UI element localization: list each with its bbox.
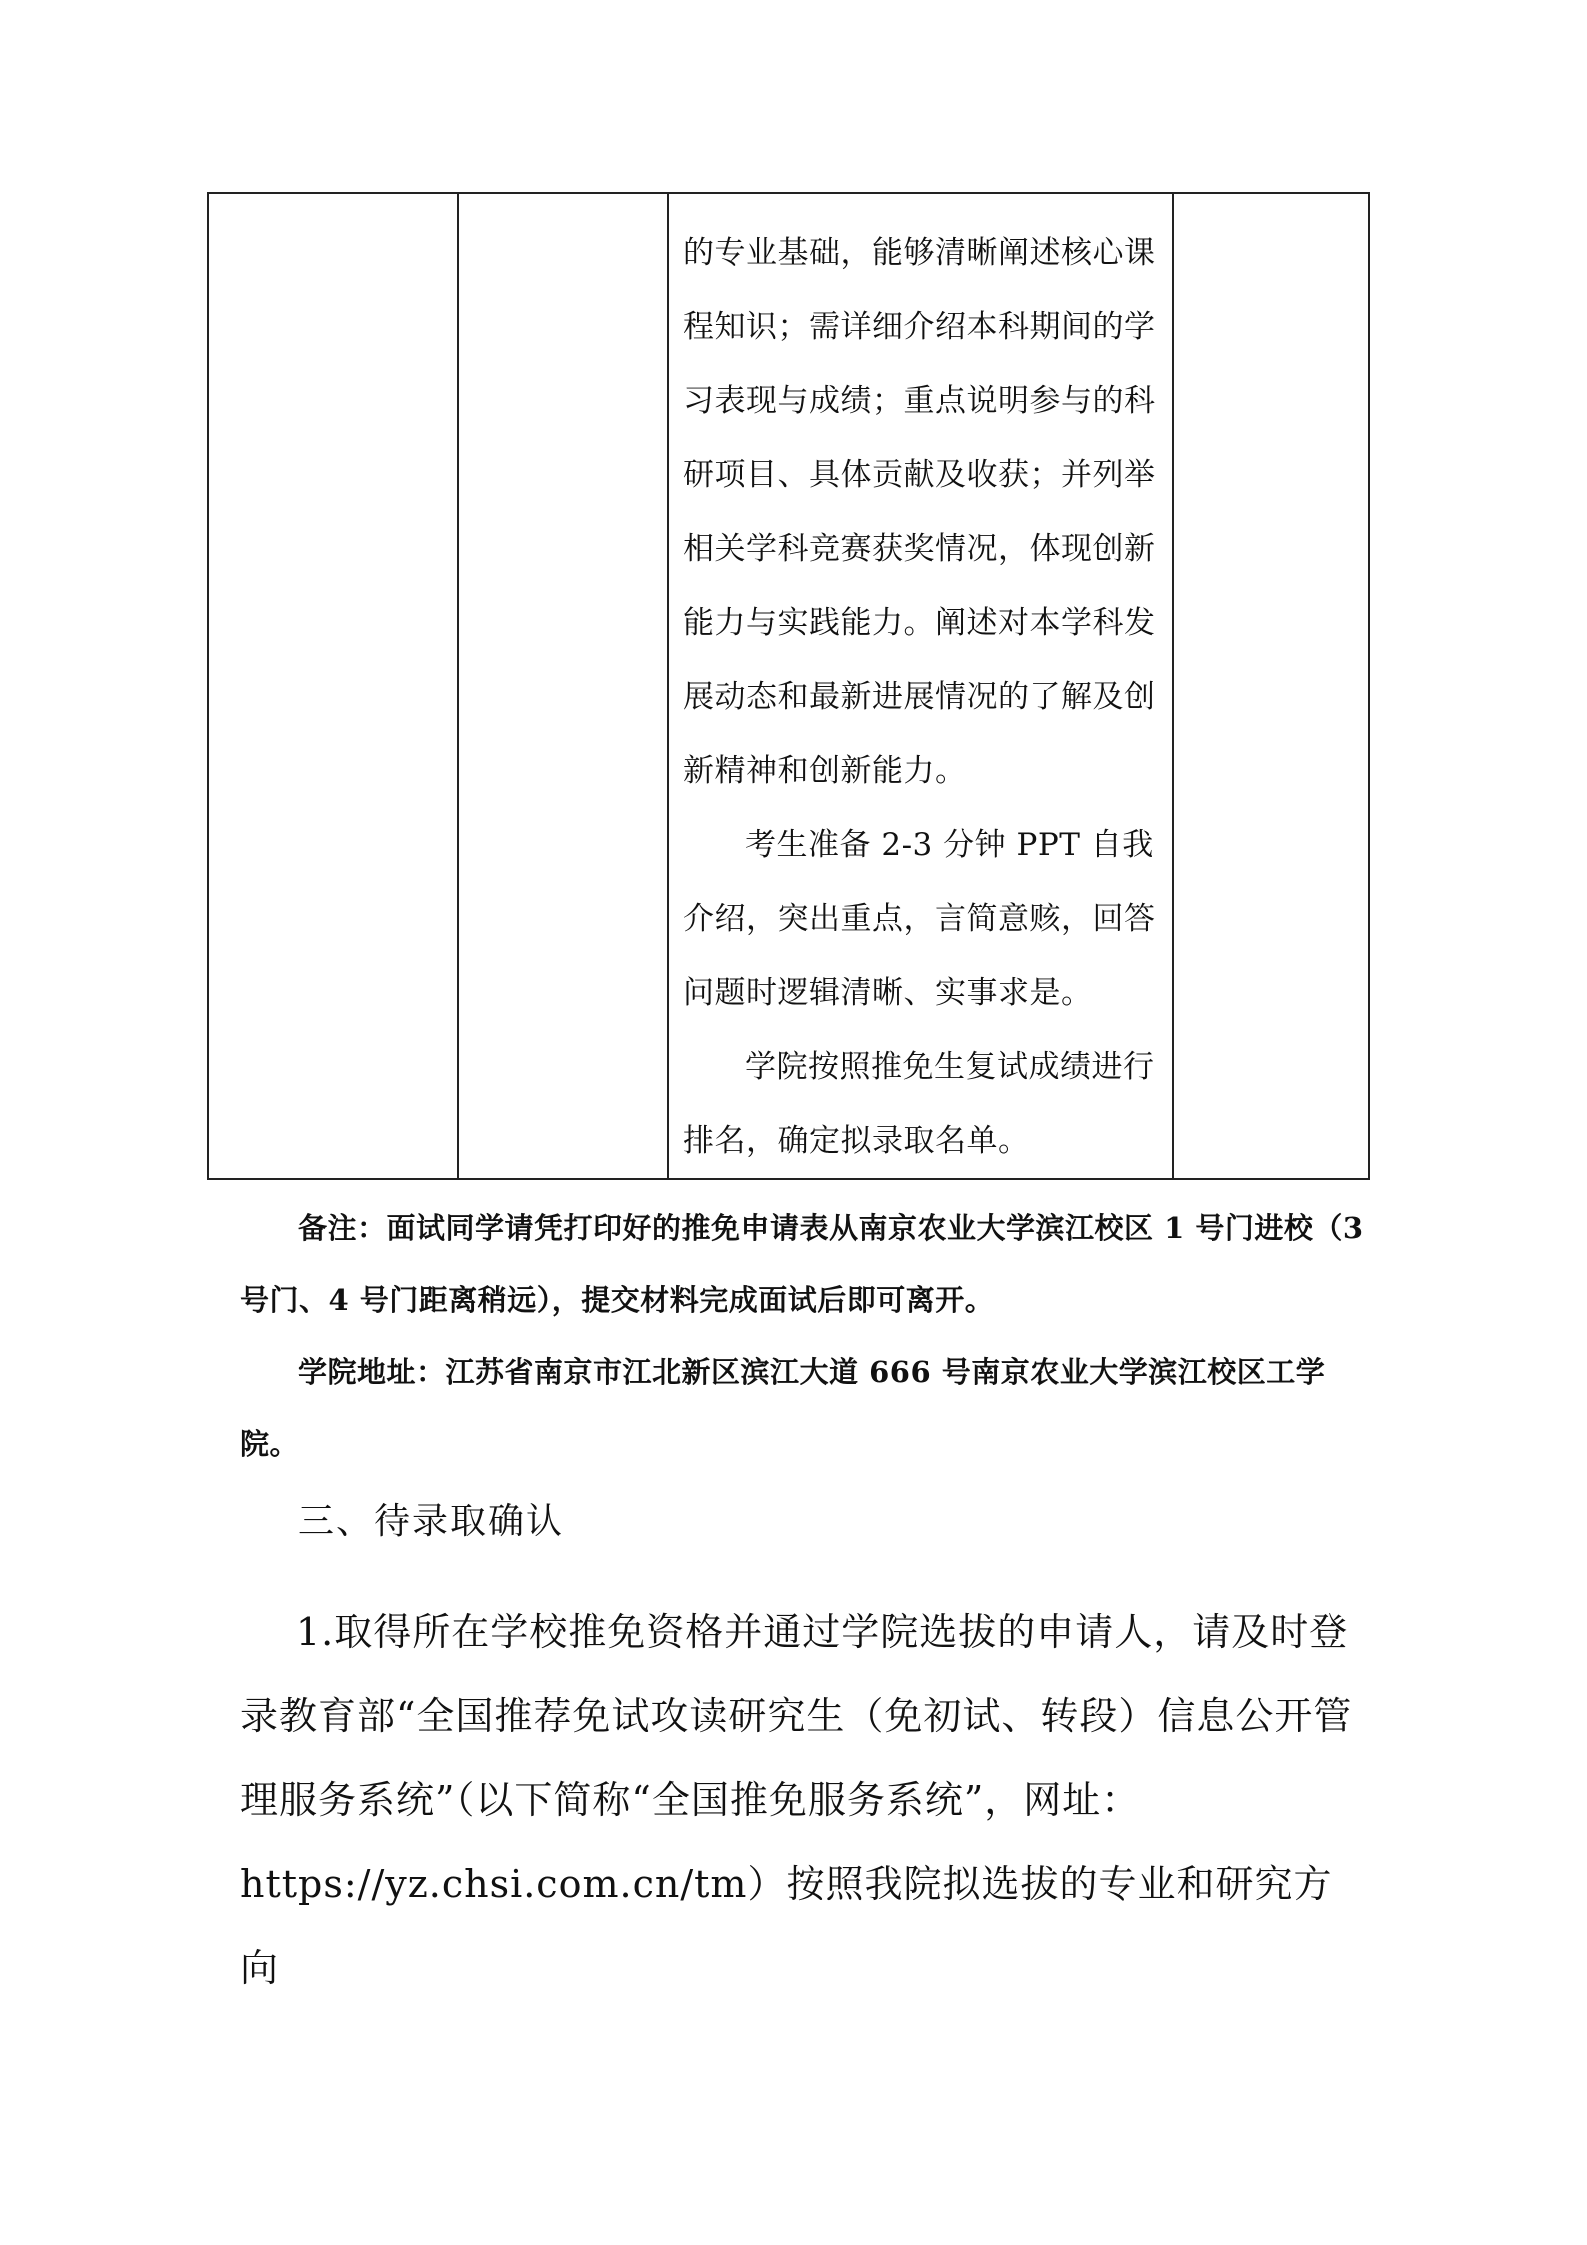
requirements-text: [669, 194, 1172, 1178]
section-heading: 三、待录取确认: [298, 1501, 565, 1542]
notes-block: [240, 1192, 1364, 1480]
table-cell-empty-4: [1173, 193, 1369, 1179]
ppt-paragraph: 考生准备 2-3 分钟 PPT 自我介绍，突出重点，言简意赅，回答问题时逻辑清晰、实事求是。: [683, 827, 1156, 1011]
table-cell-empty-1: [208, 193, 458, 1179]
remark-note: 备注：面试同学请凭打印好的推免申请表从南京农业大学滨江校区 1 号门进校（3 号门、4 号门距离稍远），提交材料完成面试后即可离开。: [240, 1211, 1364, 1317]
ranking-paragraph: 学院按照推免生复试成绩进行排名，确定拟录取名单。: [683, 1049, 1155, 1159]
table-cell-requirements: [668, 193, 1173, 1179]
continuation-table: [207, 192, 1370, 1180]
section-paragraph: 1.取得所在学校推免资格并通过学院选拔的申请人，请及时登录教育部“全国推荐免试攻读研究生（免初试、转段）信息公开管理服务系统”（以下简称“全国推免服务系统”，网址：https://yz.chsi.com.cn/tm）按照我院拟选拔的专业和研究方向: [240, 1610, 1353, 1990]
table-row: [208, 193, 1369, 1179]
requirements-paragraph: 的专业基础，能够清晰阐述核心课程知识；需详细介绍本科期间的学习表现与成绩；重点说明参与的科研项目、具体贡献及收获；并列举相关学科竞赛获奖情况，体现创新能力与实践能力。阐述对本学科发展动态和最新进展情况的了解及创新精神和创新能力。: [683, 235, 1156, 789]
table-cell-empty-2: [458, 193, 668, 1179]
address-note: 学院地址：江苏省南京市江北新区滨江大道 666 号南京农业大学滨江校区工学院。: [240, 1355, 1326, 1461]
